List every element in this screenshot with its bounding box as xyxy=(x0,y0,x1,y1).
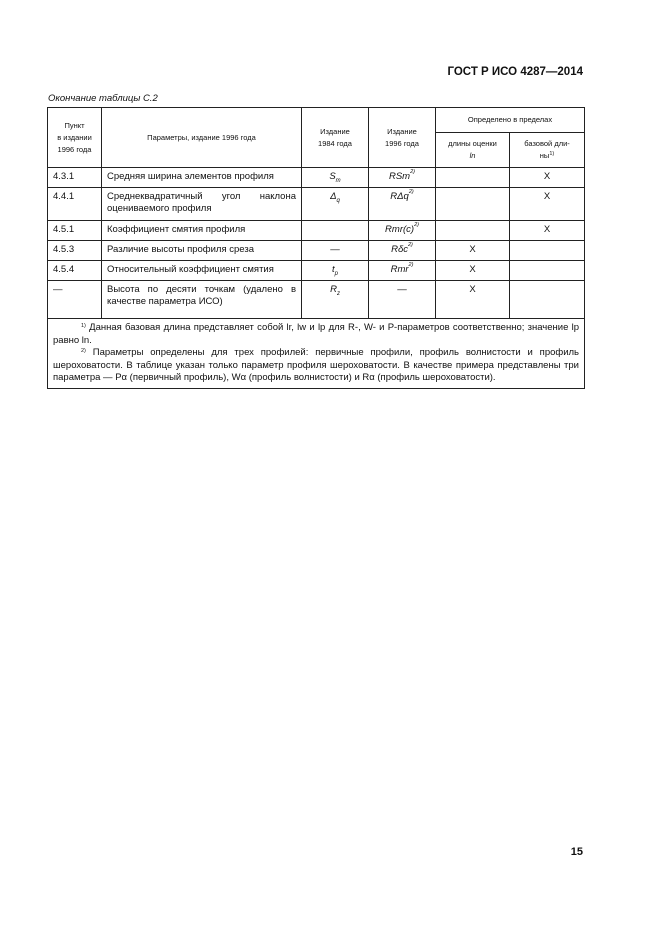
standard-id: ГОСТ Р ИСО 4287—2014 xyxy=(447,66,583,78)
cell-ed1984 xyxy=(302,241,369,261)
note-1-text: Данная базовая длина представляет собой lr, lw и lp для R-, W- и P-параметров соответственно; значение lp равно ln. xyxy=(53,322,580,346)
cell-sampling xyxy=(510,281,585,319)
cell-clause: 4.5.1 xyxy=(48,221,102,241)
header-ed1984-line1: Издание xyxy=(320,126,350,136)
cell-ed1996-symbol: Rδc xyxy=(391,244,408,255)
cell-ed1996-symbol: Rmr xyxy=(390,264,409,275)
cell-clause: 4.4.1 xyxy=(48,188,102,221)
header-eval-length-symbol: ln xyxy=(469,151,476,160)
cell-ed1996 xyxy=(369,261,436,281)
cell-clause: 4.5.4 xyxy=(48,261,102,281)
cell-ed1996 xyxy=(369,281,436,319)
cell-eval: X xyxy=(436,261,510,281)
cell-ed1996-symbol: — xyxy=(397,284,407,295)
cell-ed1984-symbol: t xyxy=(332,264,335,275)
cell-ed1984-symbol: R xyxy=(330,284,337,295)
note-2-text: Параметры определены для трех профилей: первичные профили, профиль волнистости и профиль шероховатости. В таблице указан только параметр профиля шероховатости. В качестве примера представлены три параметра — Pα (первичный профиль), Wα (профиль волнистости) и Rα (профиль шероховатости). xyxy=(53,347,580,383)
cell-param: Высота по десяти точкам (удалено в качестве параметра ИСО) xyxy=(102,281,302,319)
cell-ed1984-symbol: — xyxy=(330,244,340,255)
cell-ed1996-symbol: Rmr(c) xyxy=(385,224,415,235)
header-eval-length xyxy=(436,133,510,168)
cell-clause: 4.3.1 xyxy=(48,168,102,188)
cell-ed1984-symbol: S xyxy=(329,171,336,182)
header-params: Параметры, издание 1996 года xyxy=(102,108,302,168)
cell-sampling: X xyxy=(510,168,585,188)
cell-param: Средняя ширина элементов профиля xyxy=(102,168,302,188)
table-caption: Окончание таблицы С.2 xyxy=(48,93,158,104)
cell-ed1984 xyxy=(302,188,369,221)
cell-ed1996-symbol: RSm xyxy=(388,171,411,182)
footnote-ref: 1) xyxy=(549,151,555,157)
cell-eval xyxy=(436,168,510,188)
table-row xyxy=(48,188,585,221)
cell-ed1984-sub: z xyxy=(336,290,340,297)
cell-eval xyxy=(436,221,510,241)
cell-ed1984 xyxy=(302,281,369,319)
header-sampling-length-line2 xyxy=(513,150,581,162)
cell-ed1984-sub: m xyxy=(335,177,341,184)
note-1-mark: 1) xyxy=(81,323,86,329)
cell-ed1996-sup: 2) xyxy=(408,262,414,268)
table-row xyxy=(48,261,585,281)
header-clause-line2: в издании xyxy=(57,132,92,142)
header-sampling-length xyxy=(510,133,585,168)
header-ed1984 xyxy=(302,108,369,168)
table-row xyxy=(48,281,585,319)
note-2 xyxy=(53,347,579,385)
cell-sampling: X xyxy=(510,221,585,241)
cell-eval xyxy=(436,188,510,221)
cell-ed1996-sup: 2) xyxy=(408,242,413,248)
cell-ed1996-symbol: RΔq xyxy=(390,191,409,202)
cell-param: Различие высоты профиля среза xyxy=(102,241,302,261)
cell-ed1984 xyxy=(302,168,369,188)
header-sampling-length-line1: базовой дли- xyxy=(524,139,570,148)
cell-param: Коэффициент смятия профиля xyxy=(102,221,302,241)
cell-eval: X xyxy=(436,241,510,261)
comparison-table xyxy=(47,107,585,389)
cell-ed1996 xyxy=(369,241,436,261)
cell-param: Среднеквадратичный угол наклона оцениваемого профиля xyxy=(102,188,302,221)
cell-ed1984-sub: q xyxy=(336,197,340,204)
table-row xyxy=(48,241,585,261)
table-notes xyxy=(48,319,585,389)
note-2-mark: 2) xyxy=(81,348,86,354)
header-eval-length-line1: длины оценки xyxy=(448,139,497,148)
cell-eval: X xyxy=(436,281,510,319)
cell-ed1996 xyxy=(369,221,436,241)
header-sampling-length-word: ны xyxy=(539,151,550,160)
cell-ed1996-sup: 2) xyxy=(414,222,419,228)
cell-ed1996 xyxy=(369,168,436,188)
header-clause-line1: Пункт xyxy=(64,120,85,130)
header-ed1996-line2: 1996 года xyxy=(385,138,419,148)
cell-ed1984 xyxy=(302,261,369,281)
header-ed1984-line2: 1984 года xyxy=(318,138,352,148)
cell-sampling: X xyxy=(510,188,585,221)
cell-param: Относительный коэффициент смятия xyxy=(102,261,302,281)
header-clause xyxy=(48,108,102,168)
header-clause-line3: 1996 года xyxy=(57,144,92,154)
header-ed1996 xyxy=(369,108,436,168)
header-ed1996-line1: Издание xyxy=(387,126,417,136)
cell-clause: — xyxy=(48,281,102,319)
cell-ed1984 xyxy=(302,221,369,241)
cell-ed1996 xyxy=(369,188,436,221)
cell-ed1984-sub: p xyxy=(334,270,338,277)
table-row xyxy=(48,168,585,188)
page-number: 15 xyxy=(570,846,583,858)
table-row xyxy=(48,221,585,241)
cell-clause: 4.5.3 xyxy=(48,241,102,261)
cell-sampling xyxy=(510,261,585,281)
note-1 xyxy=(53,322,579,347)
cell-ed1984-symbol: Δ xyxy=(330,191,337,202)
cell-sampling xyxy=(510,241,585,261)
header-defined-within: Определено в пределах xyxy=(436,108,585,133)
cell-ed1996-sup: 2) xyxy=(410,169,415,175)
cell-ed1996-sup: 2) xyxy=(408,189,414,195)
